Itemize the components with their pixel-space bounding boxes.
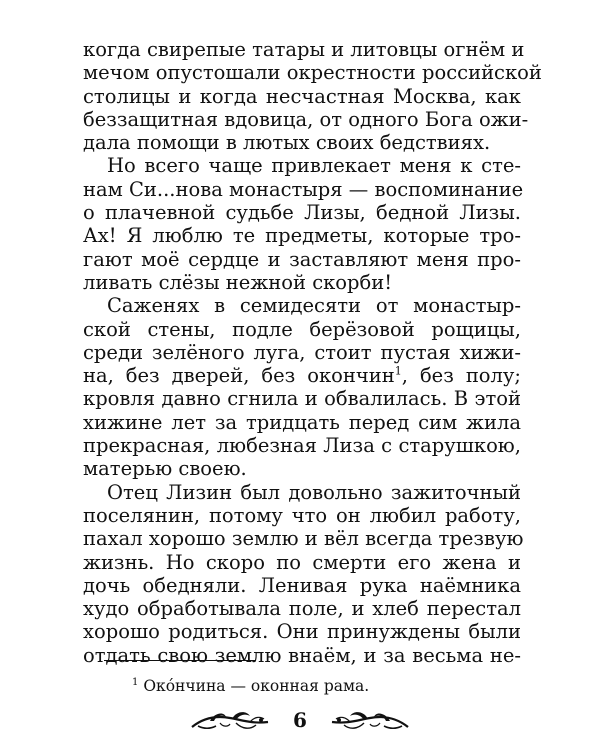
text-line: худо обработывала поле, и хлеб перестал [83, 597, 521, 621]
footnote-divider [104, 660, 256, 661]
text-line: ливать слёзы нежной скорби! [83, 270, 393, 294]
footnote-reference[interactable]: 1 [394, 364, 402, 378]
text-line: дочь обедняли. Ленивая рука наёмника [83, 573, 521, 597]
text-line: о плачевной судьбе Лизы, бедной Лизы. [83, 201, 521, 225]
text-segment: на, без дверей, без окончин [83, 364, 395, 388]
text-line: хорошо родиться. Они принуждены были [83, 620, 521, 644]
text-line: ской стены, подле берёзовой рощицы, [83, 317, 521, 341]
text-line: нам Си...нова монастыря — воспоминание [83, 177, 524, 201]
text-line: отдать свою землю внаём, и за весьма не- [83, 643, 521, 667]
text-line [83, 364, 521, 387]
ornament-right-icon [330, 705, 410, 733]
text-line: беззащитная вдовица, от одного Бога ожи- [83, 107, 529, 131]
text-line: дала помощи в лютых своих бедствиях. [83, 131, 491, 155]
text-line: среди зелёного луга, стоит пустая хижи- [83, 340, 521, 364]
text-line: жизнь. Но скоро по смерти его жена и [83, 550, 521, 574]
text-line: прекрасная, любезная Лиза с старушкою, [83, 434, 521, 458]
footnote-text: Око́нчина — оконная рама. [143, 677, 370, 695]
text-line: когда свирепые татары и литовцы огнём и [83, 38, 525, 61]
page-body [83, 38, 542, 667]
text-line: гают моё сердце и заставляют меня про- [83, 247, 521, 271]
text-line: Ах! Я люблю те предметы, которые тро- [83, 224, 521, 248]
text-line: Отец Лизин был довольно зажиточный [107, 480, 521, 504]
footnote [132, 677, 369, 695]
page-footer [0, 705, 600, 737]
text-line: столицы и когда несчастная Москва, как [83, 84, 521, 108]
text-line: кровля давно сгнила и обвалилась. В этой [83, 387, 521, 411]
text-line: хижине лет за тридцать перед сим жила [83, 410, 521, 434]
text-line: Но всего чаще привлекает меня к сте- [107, 154, 521, 178]
text-line: пахал хорошо землю и вёл всегда трезвую [83, 527, 524, 551]
text-line: мечом опустошали окрестности российской [83, 61, 542, 85]
text-segment: , без полу; [401, 364, 521, 388]
text-line: Саженях в семидесяти от монастыр- [107, 294, 521, 318]
page-number: 6 [293, 708, 307, 732]
footnote-marker: 1 [132, 676, 139, 688]
text-line: матерью своею. [83, 457, 247, 481]
text-line: поселянин, потому что он любил работу, [83, 503, 521, 527]
ornament-left-icon [190, 705, 270, 733]
